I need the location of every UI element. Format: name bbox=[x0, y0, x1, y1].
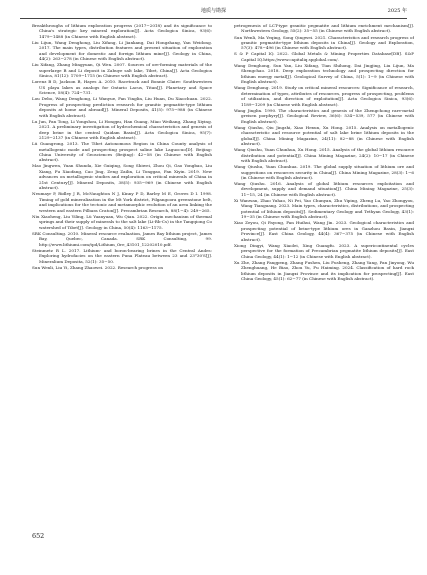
reference-entry: Neumayr P, Ridley J R, McNaughton N J, Kinny P D, Barley M E, Groves D I. 1998. Timing of gold mineralization in the Mt York district, Pilgangoora greenstone belt, and implications for the tectonic and metamorphic evolution of an area linking the western and eastern Pilbara Craton[J]. Precambrian Research, 88(1−4): 249−265. bbox=[32, 191, 212, 213]
reference-entry: Xiao Zeyou, Qi Fayong, Fan Huihui, Wang Jin. 2023. Geological characteristics and prospecting potential of brine-type lithium ores in Ganzhou Basin, Jiangxi Province[J]. East China Geology, 44(4): 367−375 (in Chinese with English abstract). bbox=[234, 220, 414, 242]
references-right-column bbox=[234, 23, 414, 558]
references-left-column bbox=[32, 23, 212, 523]
reference-entry: Xu Zhe, Zhang Fangpeng, Zhang Fushen, Liu Fusheng, Zhang Yang, Pan Jinyong, Wu Zhenghuang, He Biao, Zhou Yu, Fu Haiming. 2024. Classification of hard rock lithium deposits in Jiangxi Province and its implication for prospecting[J]. East China Geology, 45(1): 62−77 (in Chinese with English abstract). bbox=[234, 259, 414, 282]
reference-entry: Liu Lijun, Wang Denghong, Liu Xifang, Li Jiankang, Dai Hongzhang, Yan Weidong. 2017. The main types, distribution features and present situation of exploration and development for domestic and foreign lithium mine[J]. Geology in China, 44(2): 263−278 (in Chinese with English abstract). bbox=[32, 39, 212, 62]
reference-entry: Wang Denghong. 2019. Study on critical mineral resources: Significance of research, determination of types, attributes of resources, progress of prospecting, problems of utilization, and direction of exploitation[J]. Acta Geologica Sinica, 93(6): 1189−1209 (in Chinese with English abstract). bbox=[234, 85, 414, 107]
reference-entry: Liu Xifang, Zhang Mingyuan, Qi Wen. 2007. Sources of ore-forming materials of the superlarge B and Li deposit in Zabuye salt lake, Tibet, China[J]. Acta Geologica Sinica, 81(12): 1709−1715 (in Chinese with English abstract). bbox=[32, 62, 212, 79]
reference-entry: Steinmetz R L. 2017. Lithium- and boron-bearing brines in the Central Andes: Exploring hydrofacies on the eastern Puna Plateau between 23 and 23°30′S[J]. Mineralium Deposita, 52(1): 35−50. bbox=[32, 247, 212, 264]
reference-entry: Niu Xiaoheng, Liu Yiling, Lü Yuanyuan, Wu Qian. 2022. Origin mechanism of thermal springs and their supply of minerals to the salt lake (Li-Rb-Cs) in the Tangqiong Co watershed of Tibet[J]. Geology in China, 50(4): 1163−1175. bbox=[32, 213, 212, 230]
reference-entry: Wang Denghong, Sun Yan, Liu Xifang, Tian Shihong, Dai Jingjing, Liu Lijun, Ma Shengchao. 2018. Deep exploration technology and prospecting direction for lithium energy metal[J]. Geological Survey of China, 5(1): 1−9 (in Chinese with English abstract). bbox=[234, 62, 414, 85]
page-number: 652 bbox=[32, 532, 45, 540]
running-header bbox=[20, 7, 407, 17]
journal-year: 2025 年 bbox=[387, 8, 407, 14]
reference-entry: SRK Consulting. 2010. Mineral resource evaluation, James Bay lithium project, James Bay, Quebec, Canada. SRK Consulting, 99. http://www.lithiumi.com/tpd/Lithium_Ore_43101_12202010.pdf. bbox=[32, 230, 212, 247]
reference-entry: Breakthroughs of lithium exploration progress (2017−2018) and its significance to China's strategic key mineral exploration[J]. Acta Geologica Sinica, 93(6): 1479−1488 (in Chinese with English abstract). bbox=[32, 23, 212, 39]
reference-entry: Xiong Dingyi, Wang Xiaolei, Xing Guangfu. 2023. A supericontinental cycles perspective for the formation of Precambrian pegmatite lithium deposits[J]. East China Geology, 44(1): 1−12 (in Chinese with English abstract). bbox=[234, 242, 414, 259]
reference-entry: Wang Qiushu. 2016. Analysis of global lithium resources exploitation and development, supply and demand situation[J]. China Mining Magazine, 25(3): 11−15, 24 (in Chinese with English abstract). bbox=[234, 181, 414, 197]
reference-entry: Wang Qiushu, Yuan Chunhua, Xu Hong. 2015. Analysis of the global lithium resource distribution and potential[J]. China Mining Magazine, 24(2): 10−17 (in Chinese with English abstract). bbox=[234, 147, 414, 164]
reference-entry: Mao Jingwen, Yuan Shunda, Xie Guiqing, Song Shiwei, Zhou Qi, Gao Yongbao, Liu Xiang, Fu Xiaofang, Cao Jing, Zeng Zailin, Li Tonggao, Fan Xiyin. 2019. New advances on metallogenic studies and exploration on critical minerals of China in 21st Century[J]. Mineral Deposits, 38(5): 935−969 (in Chinese with English abstract). bbox=[32, 163, 212, 191]
reference-entry: Lou Debo, Wang Denghong, Li Wanyue, Fan Yinglin, Liu Huan, Du Xiaochuan. 2022. Progress of prospecting prediction research for granitic pegmatite-type lithium deposits at home and abroad[J]. Mineral Deposits, 41(5): 975−988 (in Chinese with English abstract). bbox=[32, 96, 212, 118]
reference-entry: Lü Guangrong. 2013. The Tibet Autonomous Region in China County analysis of metallogenic mode and prospecting prospect saline lake Laguocuo[D]. Beijing: China University of Geosciences (Beijing): 42−58 (in Chinese with English abstract). bbox=[32, 141, 212, 163]
reference-entry: Wang Qiushu, Qiu Jingzhi, Xiao Hexun, Xu Hong. 2015. Analysis on metallogenic characteristic and resource potential of salt lake brine lithium deposits in the global[J]. China Mining Magazine, 24(11): 82−88 (in Chinese with English abstract). bbox=[234, 124, 414, 147]
reference-entry: Lorenz B D, Jackson B, Hayes A. 2010. Racetrack and Bonnie Claire: Southwestern US playa lakes as analogs for Ontario Lacus, Titan[J]. Planetary and Space Science, 58(4): 724−731. bbox=[32, 79, 212, 96]
header-divider bbox=[20, 18, 407, 19]
reference-entry: Lu Jun, Pan Tong, Li Yongshou, Li Hongpu, Han Guang, Miao Weiliang, Zhang Xiying. 2021. A preliminary investigation of hydrochemical characteristics and genesis of deep brine in the central Qaidam Basin[J]. Acta Geologica Sinica, 95(7): 2129−2137 (in Chinese with English abstract). bbox=[32, 118, 212, 141]
journal-name: 地质与勘探 bbox=[200, 8, 226, 14]
reference-entry: Wang Jinglin. 1990. The characteristics and genesis of the Zhengchong rare-metal greisen porphyry[J]. Geological Review, 36(6): 534−539, 577 (in Chinese with English abstract). bbox=[234, 107, 414, 124]
reference-entry: Xi Wanwan, Zhao Yuhao, Ni Pei, Yao Chunyan, Zhu Yiping, Zheng Lu, Yao Zhongyou, Wang Tianguang. 2023. Main types, characteristics, distributions, and prospecting potential of lithium deposits[J]. Sedimentary Geology and Tethyan Geology, 43(1): 19−35 (in Chinese with English abstract). bbox=[234, 197, 414, 220]
reference-entry: petrogenesis of LCT-type granitic pegmatite and lithium enrichment mechanism[J]. Northwestern Geology, 55(2): 35−55 (in Chinese with English abstract). bbox=[234, 23, 414, 34]
reference-entry: S & P Capital IQ. 2022. Global Metals & Mining Properties Database[DB]. S&P Capital IQ.https://www.capitaliq.spglobal.com/. bbox=[234, 51, 414, 62]
reference-entry: Wang Qiushu, Yuan Chunhua. 2019. The global supply situation of lithium ore and suggestions on resources security in China[J]. China Mining Magazine, 28(3): 1−6 (in Chinese with English abstract). bbox=[234, 164, 414, 180]
reference-entry: Sun Wenli, Liu Yi, Zhang Zhaowei. 2022. Research progress on bbox=[32, 264, 164, 270]
reference-entry: Sun Wenli, Ma Yeqing, Song Qingwei. 2021. Characteristics and research progress of granitic pegmatite-type lithium deposits in China[J]. Geology and Exploration, 57(3): 478−496 (in Chinese with English abstract). bbox=[234, 34, 414, 51]
